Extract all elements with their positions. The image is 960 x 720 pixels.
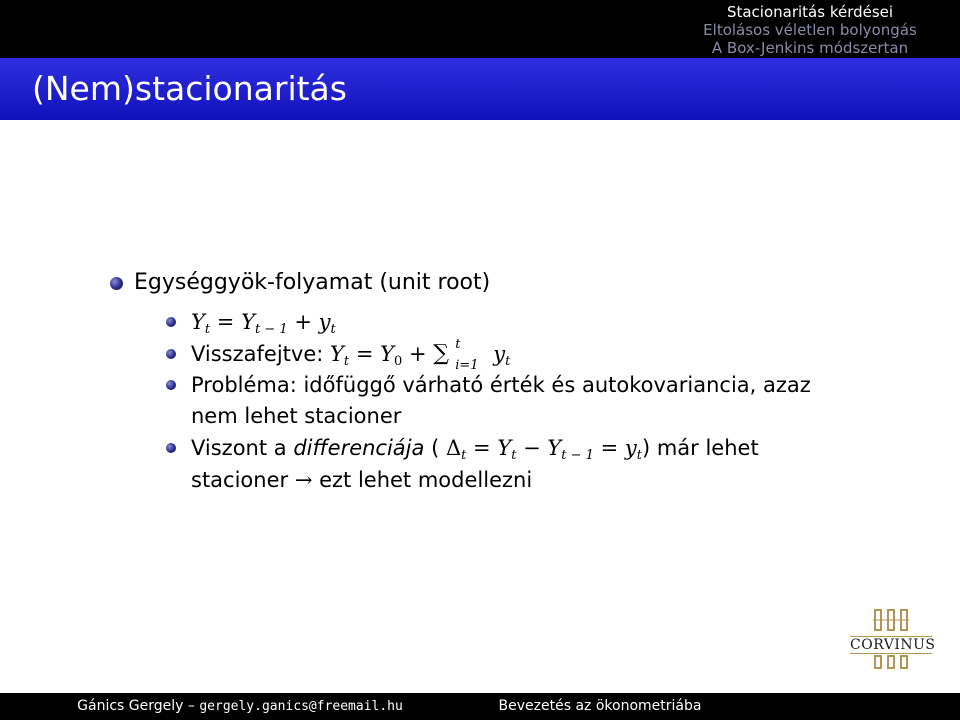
difference-emphasis: differenciája xyxy=(293,436,425,460)
eq-subscript: t xyxy=(204,322,211,337)
eq-symbol: Y xyxy=(380,342,394,366)
eq-symbol: Y xyxy=(547,436,562,460)
footer-bar xyxy=(0,693,960,720)
eq-subscript: t xyxy=(505,354,511,369)
eq-operator: = xyxy=(216,310,235,334)
right-arrow-icon: → xyxy=(294,468,313,492)
eq-operator: + xyxy=(294,310,312,334)
eq-operator: + xyxy=(408,342,427,366)
corvinus-logo xyxy=(850,608,936,662)
unrolled-label: Visszafejtve: xyxy=(191,342,324,366)
difference-text: Viszont a xyxy=(191,436,294,460)
author-email[interactable]: gergely.ganics@freemail.hu xyxy=(199,699,403,714)
author-name: Gánics Gergely – xyxy=(77,698,200,714)
section-navigation-bar xyxy=(0,0,960,58)
difference-line-2 xyxy=(191,467,532,493)
paren-open: ( xyxy=(424,436,440,460)
problem-line-2: nem lehet stacioner xyxy=(191,404,402,428)
eq-symbol: y xyxy=(624,436,637,460)
section-list xyxy=(680,3,940,57)
stationary-text: stacioner xyxy=(191,468,295,492)
eq-operator: = xyxy=(593,436,625,460)
eq-symbol: Y xyxy=(330,342,344,366)
problem-line-1: Probléma: időfüggő várható érték és autokovariancia, azaz xyxy=(191,373,811,397)
delta-symbol: Δ xyxy=(445,436,462,460)
bullet-icon xyxy=(166,443,176,453)
corvinus-emblem-bottom-icon xyxy=(871,655,911,669)
eq-subscript: t xyxy=(330,322,336,337)
sum-operator xyxy=(433,337,493,373)
sum-lower-limit: i=1 xyxy=(455,358,479,373)
eq-operator: = xyxy=(355,342,374,366)
nav-section-box-jenkins[interactable]: A Box-Jenkins módszertan xyxy=(711,39,909,57)
eq-operator: − xyxy=(516,436,548,460)
bullet-icon xyxy=(166,317,176,327)
eq-symbol: Y xyxy=(497,436,512,460)
eq-operator: = xyxy=(466,436,498,460)
eq-subscript: t xyxy=(461,448,467,463)
frame-title-bar xyxy=(0,58,960,120)
nav-section-stationarity[interactable]: Stacionaritás kérdései xyxy=(726,3,894,21)
modelling-text: ezt lehet modellezni xyxy=(312,468,533,492)
bullet-icon xyxy=(166,349,176,359)
eq-symbol: y xyxy=(318,310,331,334)
corvinus-emblem-icon xyxy=(871,608,911,632)
eq-subscript: 0 xyxy=(393,354,403,369)
eq-symbol: y xyxy=(493,342,506,366)
eq-symbol: Y xyxy=(241,310,255,334)
footer-course-title: Bevezetés az ökonometriába xyxy=(498,698,702,714)
sum-upper-limit: t xyxy=(455,337,461,352)
eq-subscript: t xyxy=(343,354,350,369)
eq-subscript: t xyxy=(636,448,642,463)
eq-symbol: Y xyxy=(191,310,205,334)
difference-text-end: ) már lehet xyxy=(641,436,759,460)
item-unit-root: Egységgyök-folyamat (unit root) xyxy=(134,270,491,295)
bullet-icon xyxy=(166,380,176,390)
nav-section-random-walk-drift[interactable]: Eltolásos véletlen bolyongás xyxy=(703,21,917,39)
eq-subscript: t − 1 xyxy=(254,322,288,337)
sum-symbol: ∑ xyxy=(433,341,449,366)
logo-wordmark: CORVINUS xyxy=(850,637,936,653)
equation-unrolled xyxy=(191,337,511,375)
frame-title: (Nem)stacionaritás xyxy=(32,69,347,108)
difference-line-1 xyxy=(191,435,759,469)
equation-unit-root xyxy=(191,309,336,343)
eq-subscript: t xyxy=(511,448,517,463)
eq-subscript: t − 1 xyxy=(561,448,594,463)
bullet-icon xyxy=(110,277,123,290)
footer-author xyxy=(0,693,480,720)
